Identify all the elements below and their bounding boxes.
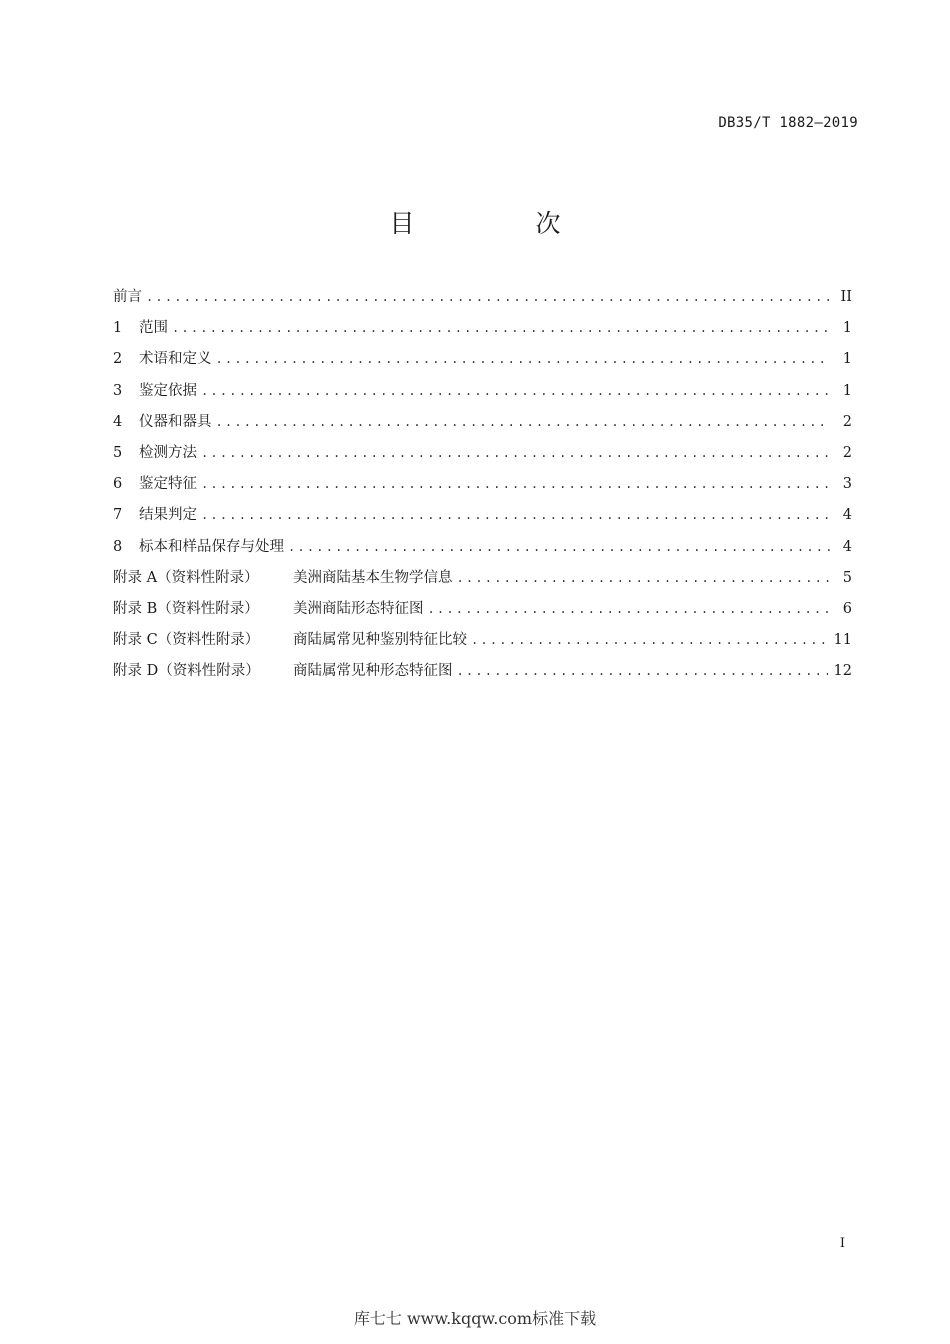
toc-entry-page: II [840, 289, 852, 305]
toc-leader-dots [216, 407, 831, 438]
footer-watermark: 库七七 www.kqqw.com标准下载 [353, 1309, 597, 1328]
toc-entry-page: 1 [842, 351, 852, 368]
toc-entry-label: 结果判定 [139, 507, 197, 524]
toc-entry-storage[interactable] [113, 532, 852, 563]
toc-entry-label: 前言 [113, 289, 142, 305]
toc-entry-label: 标本和样品保存与处理 [139, 538, 284, 555]
toc-entry-foreword[interactable] [113, 282, 852, 313]
page-title: 目 次 [389, 209, 609, 238]
toc-annex-page: 6 [842, 600, 852, 617]
toc-entry-number: 5 [113, 444, 123, 461]
toc-annex-tag: 附录 C（资料性附录） [113, 632, 260, 649]
toc-entry-number: 2 [113, 351, 123, 368]
toc-entry-page: 2 [842, 444, 852, 461]
toc-annex-tag: 附录 B（资料性附录） [113, 600, 259, 617]
toc-annex-label: 美洲商陆形态特征图 [293, 600, 424, 617]
toc-annex-label: 美洲商陆基本生物学信息 [293, 569, 453, 586]
toc-annex-tag: 附录 A（资料性附录） [113, 569, 259, 586]
toc-leader-dots [457, 656, 828, 687]
toc-leader-dots [201, 376, 830, 407]
toc-entry-number: 4 [113, 413, 123, 430]
toc-annex-page: 11 [833, 632, 852, 649]
toc-entry-label: 范围 [139, 320, 168, 337]
toc-entry-features[interactable] [113, 469, 852, 500]
toc-leader-dots [457, 563, 831, 594]
toc-annex-label: 商陆属常见种鉴别特征比较 [293, 632, 467, 649]
document-number: DB35/T 1882—2019 [718, 115, 858, 131]
toc-entry-label: 术语和定义 [139, 351, 212, 368]
toc-entry-methods[interactable] [113, 438, 852, 469]
toc-entry-number: 8 [113, 538, 123, 555]
toc-entry-label: 检测方法 [139, 444, 197, 461]
toc-leader-dots [146, 282, 830, 313]
toc-leader-dots [288, 532, 830, 563]
toc-entry-number: 3 [113, 382, 123, 399]
toc-entry-number: 1 [113, 320, 123, 337]
toc-entry-results[interactable] [113, 500, 852, 531]
table-of-contents [113, 282, 852, 687]
toc-entry-instruments[interactable] [113, 407, 852, 438]
toc-entry-page: 1 [842, 382, 852, 399]
toc-annex-a[interactable] [113, 563, 852, 594]
toc-annex-c[interactable] [113, 625, 852, 656]
toc-annex-page: 5 [842, 569, 852, 586]
toc-entry-page: 4 [842, 538, 852, 555]
page-number: I [839, 1236, 845, 1251]
toc-leader-dots [201, 500, 830, 531]
toc-entry-page: 3 [842, 476, 852, 493]
toc-leader-dots [471, 625, 828, 656]
toc-entry-terms[interactable] [113, 344, 852, 375]
toc-leader-dots [216, 344, 831, 375]
toc-annex-d[interactable] [113, 656, 852, 687]
toc-leader-dots [428, 594, 831, 625]
toc-annex-tag: 附录 D（资料性附录） [113, 663, 260, 680]
toc-leader-dots [172, 313, 830, 344]
toc-entry-scope[interactable] [113, 313, 852, 344]
toc-annex-label: 商陆属常见种形态特征图 [293, 663, 453, 680]
toc-entry-page: 1 [842, 320, 852, 337]
toc-entry-basis[interactable] [113, 376, 852, 407]
toc-annex-b[interactable] [113, 594, 852, 625]
toc-entry-page: 4 [842, 507, 852, 524]
toc-entry-number: 6 [113, 476, 123, 493]
toc-entry-page: 2 [842, 413, 852, 430]
toc-entry-label: 鉴定依据 [139, 382, 197, 399]
toc-entry-number: 7 [113, 507, 123, 524]
toc-leader-dots [201, 469, 830, 500]
toc-annex-page: 12 [833, 663, 852, 680]
toc-leader-dots [201, 438, 830, 469]
toc-entry-label: 仪器和器具 [139, 413, 212, 430]
toc-entry-label: 鉴定特征 [139, 476, 197, 493]
